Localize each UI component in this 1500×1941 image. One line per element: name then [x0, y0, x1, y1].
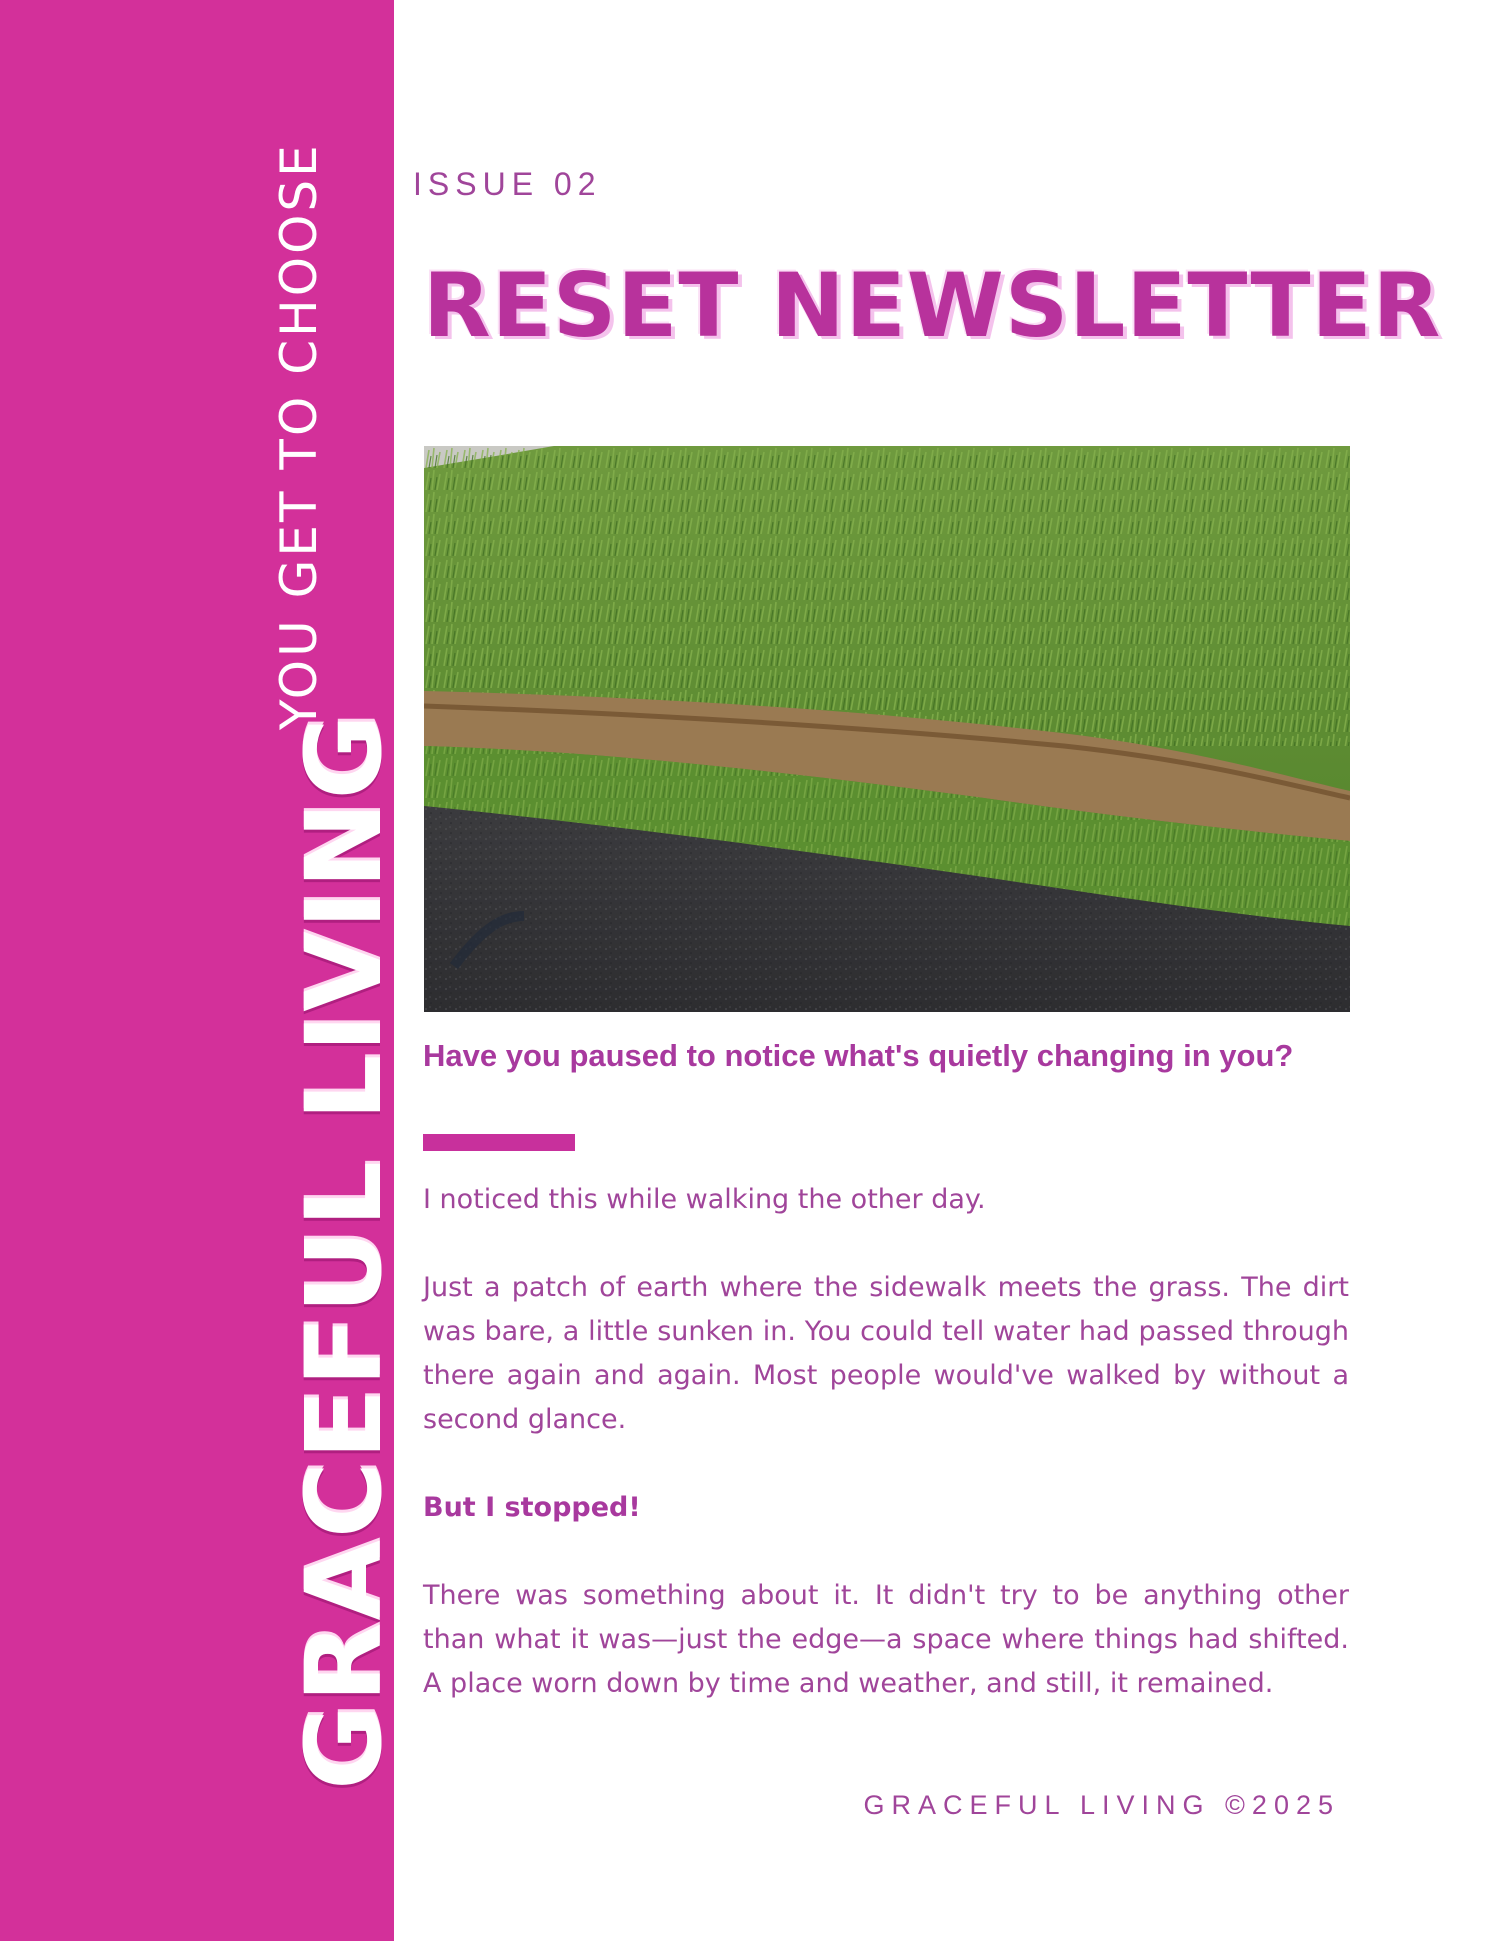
grass-sidewalk-photo	[424, 446, 1350, 1012]
sidebar	[0, 0, 405, 1941]
newsletter-title: RESET NEWSLETTER	[423, 254, 1442, 357]
sidebar-tagline: YOU GET TO CHOOSE	[270, 142, 328, 730]
paragraph-2: Just a patch of earth where the sidewalk meets the grass. The dirt was bare, a little sunken in. You could tell water had passed through there again and again. Most people would've walked by without a second glance.	[423, 1272, 1349, 1435]
article-body	[423, 1178, 1349, 1750]
paragraph-1: I noticed this while walking the other day.	[423, 1184, 986, 1215]
photo-illustration	[424, 446, 1350, 1012]
issue-number: ISSUE 02	[413, 166, 602, 202]
footer-copyright: GRACEFUL LIVING ©2025	[863, 1790, 1340, 1820]
paragraph-emphasis: But I stopped!	[423, 1492, 641, 1523]
article-question: Have you paused to notice what's quietly changing in you?	[423, 1038, 1294, 1073]
paragraph-4: There was something about it. It didn't try to be anything other than what it was—just the edge—a space where things had shifted. A place worn down by time and weather, and still, it remained.	[423, 1580, 1349, 1699]
sidebar-brand: GRACEFUL LIVING	[283, 712, 405, 1790]
question-underline	[423, 1134, 575, 1151]
